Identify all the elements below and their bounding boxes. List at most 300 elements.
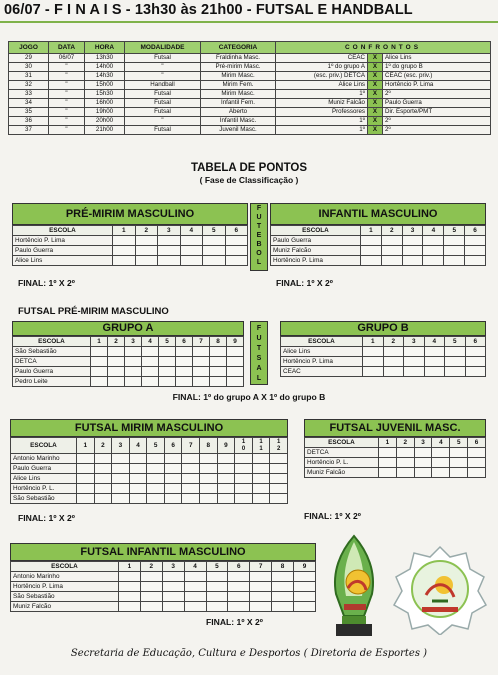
score-cell bbox=[125, 367, 142, 377]
schedule-cell-modalidade: Futsal bbox=[125, 126, 201, 135]
round-header: 4 bbox=[184, 562, 206, 572]
score-cell bbox=[235, 454, 253, 464]
round-header: 6 bbox=[164, 438, 182, 454]
round-header: 4 bbox=[424, 337, 445, 347]
schedule-cell-hora: 21h00 bbox=[85, 126, 125, 135]
score-cell bbox=[119, 582, 141, 592]
points-row bbox=[13, 347, 244, 357]
score-cell bbox=[361, 246, 382, 256]
points-row bbox=[13, 256, 248, 266]
schedule-cell-data: " bbox=[49, 99, 85, 108]
score-cell bbox=[125, 347, 142, 357]
score-cell bbox=[217, 464, 235, 474]
score-cell bbox=[94, 454, 112, 464]
score-cell bbox=[135, 256, 158, 266]
schedule-row bbox=[9, 72, 491, 81]
score-cell bbox=[182, 464, 200, 474]
score-cell bbox=[217, 454, 235, 464]
schedule-cell-a: 1º do grupo A bbox=[276, 63, 368, 72]
score-cell bbox=[164, 484, 182, 494]
score-cell bbox=[147, 454, 165, 464]
score-cell bbox=[227, 367, 244, 377]
score-cell bbox=[270, 484, 288, 494]
score-cell bbox=[450, 468, 468, 478]
schedule-cell-modalidade: Futsal bbox=[125, 99, 201, 108]
schedule-cell-hora: 14h00 bbox=[85, 63, 125, 72]
schedule-cell-x: X bbox=[368, 63, 383, 72]
schedule-cell-modalidade: Futsal bbox=[125, 108, 201, 117]
score-cell bbox=[200, 474, 218, 484]
score-cell bbox=[142, 357, 159, 367]
school-name: DETCA bbox=[305, 448, 379, 458]
score-cell bbox=[112, 484, 130, 494]
vertical-letter: S bbox=[256, 355, 262, 362]
juvenil-title: FUTSAL JUVENIL MASC. bbox=[304, 419, 486, 437]
score-cell bbox=[206, 582, 228, 592]
score-cell bbox=[203, 236, 226, 246]
infantil-futsal-title: FUTSAL INFANTIL MASCULINO bbox=[10, 543, 316, 561]
score-cell bbox=[147, 474, 165, 484]
score-cell bbox=[424, 367, 445, 377]
schedule-cell-b: 2º bbox=[383, 90, 491, 99]
schedule-cell-data: " bbox=[49, 63, 85, 72]
score-cell bbox=[176, 377, 193, 387]
score-cell bbox=[119, 592, 141, 602]
score-cell bbox=[468, 468, 486, 478]
score-cell bbox=[162, 572, 184, 582]
round-header: 3 bbox=[158, 226, 181, 236]
schedule-cell-data: " bbox=[49, 108, 85, 117]
schedule-cell-b: 2º bbox=[383, 126, 491, 135]
score-cell bbox=[125, 357, 142, 367]
round-header: 2 bbox=[396, 438, 414, 448]
score-cell bbox=[379, 458, 397, 468]
score-cell bbox=[193, 377, 210, 387]
score-cell bbox=[445, 367, 466, 377]
school-name: Hortêncio P. Lima bbox=[271, 256, 361, 266]
score-cell bbox=[182, 454, 200, 464]
schedule-cell-b: Hortêncio P. Lima bbox=[383, 81, 491, 90]
score-cell bbox=[113, 236, 136, 246]
score-cell bbox=[423, 246, 444, 256]
points-row bbox=[305, 448, 486, 458]
score-cell bbox=[468, 448, 486, 458]
points-row bbox=[11, 602, 316, 612]
escola-header: ESCOLA bbox=[281, 337, 363, 347]
col-hora: HORA bbox=[85, 42, 125, 54]
schedule-cell-b: 2º bbox=[383, 117, 491, 126]
points-row bbox=[13, 357, 244, 367]
vertical-letter: T bbox=[256, 223, 262, 230]
score-cell bbox=[363, 367, 384, 377]
school-name: Pedro Leite bbox=[13, 377, 91, 387]
school-name: Hortêncio P. L. bbox=[11, 484, 77, 494]
score-cell bbox=[182, 484, 200, 494]
vertical-letter: O bbox=[256, 250, 262, 257]
schedule-cell-b: Dir. Esporte/PMT bbox=[383, 108, 491, 117]
points-header-row bbox=[11, 438, 288, 454]
score-cell bbox=[94, 494, 112, 504]
schedule-cell-jogo: 36 bbox=[9, 117, 49, 126]
escola-header: ESCOLA bbox=[305, 438, 379, 448]
score-cell bbox=[180, 256, 203, 266]
score-cell bbox=[77, 484, 95, 494]
score-cell bbox=[465, 367, 486, 377]
schedule-cell-jogo: 35 bbox=[9, 108, 49, 117]
score-cell bbox=[227, 347, 244, 357]
score-cell bbox=[270, 494, 288, 504]
round-header: 5 bbox=[450, 438, 468, 448]
score-cell bbox=[270, 464, 288, 474]
school-name: São Sebastião bbox=[11, 494, 77, 504]
round-header: 5 bbox=[445, 337, 466, 347]
score-cell bbox=[184, 582, 206, 592]
score-cell bbox=[135, 246, 158, 256]
school-name: CEAC bbox=[281, 367, 363, 377]
school-name: Hortêncio P. L. bbox=[305, 458, 379, 468]
schedule-cell-categoria: Mirim Fem. bbox=[201, 81, 276, 90]
schedule-cell-x: X bbox=[368, 117, 383, 126]
score-cell bbox=[203, 256, 226, 266]
score-cell bbox=[379, 448, 397, 458]
score-cell bbox=[228, 582, 250, 592]
school-name: Hortêncio P. Lima bbox=[13, 236, 113, 246]
score-cell bbox=[381, 256, 402, 266]
score-cell bbox=[162, 582, 184, 592]
schedule-cell-categoria: Mirim Masc. bbox=[201, 72, 276, 81]
score-cell bbox=[217, 484, 235, 494]
schedule-row bbox=[9, 63, 491, 72]
school-name: Paulo Guerra bbox=[13, 367, 91, 377]
score-cell bbox=[465, 357, 486, 367]
score-cell bbox=[162, 602, 184, 612]
score-cell bbox=[228, 602, 250, 612]
points-row bbox=[11, 582, 316, 592]
points-row bbox=[11, 464, 288, 474]
schedule-cell-a: 1º bbox=[276, 90, 368, 99]
points-row bbox=[11, 592, 316, 602]
juvenil-final: FINAL: 1º X 2º bbox=[304, 511, 361, 521]
points-header-row bbox=[271, 226, 486, 236]
vertical-letter: U bbox=[256, 335, 262, 342]
score-cell bbox=[77, 474, 95, 484]
score-cell bbox=[252, 484, 270, 494]
score-cell bbox=[159, 377, 176, 387]
score-cell bbox=[210, 367, 227, 377]
schedule-row bbox=[9, 90, 491, 99]
school-name: Paulo Guerra bbox=[11, 464, 77, 474]
score-cell bbox=[363, 357, 384, 367]
score-cell bbox=[158, 256, 181, 266]
schedule-row bbox=[9, 99, 491, 108]
score-cell bbox=[164, 474, 182, 484]
tabela-subtitle: ( Fase de Classificação ) bbox=[199, 175, 299, 185]
score-cell bbox=[200, 484, 218, 494]
round-header: 3 bbox=[162, 562, 184, 572]
score-cell bbox=[200, 494, 218, 504]
score-cell bbox=[210, 377, 227, 387]
score-cell bbox=[210, 347, 227, 357]
schedule-cell-data: " bbox=[49, 72, 85, 81]
school-name: Muniz Falcão bbox=[305, 468, 379, 478]
score-cell bbox=[465, 246, 486, 256]
score-cell bbox=[113, 246, 136, 256]
score-cell bbox=[424, 347, 445, 357]
points-row bbox=[11, 484, 288, 494]
schedule-cell-b: CEAC (esc. priv.) bbox=[383, 72, 491, 81]
points-row bbox=[281, 347, 486, 357]
score-cell bbox=[112, 464, 130, 474]
schedule-cell-data: " bbox=[49, 117, 85, 126]
round-header: 2 bbox=[383, 337, 404, 347]
score-cell bbox=[159, 357, 176, 367]
points-row bbox=[281, 367, 486, 377]
score-cell bbox=[252, 464, 270, 474]
score-cell bbox=[140, 582, 162, 592]
score-cell bbox=[91, 367, 108, 377]
round-header: 8 bbox=[272, 562, 294, 572]
round-header: 8 bbox=[210, 337, 227, 347]
score-cell bbox=[225, 256, 248, 266]
footer-credit: Secretaria de Educação, Cultura e Desportos ( Diretoria de Esportes ) bbox=[70, 648, 428, 659]
score-cell bbox=[465, 347, 486, 357]
points-row bbox=[11, 454, 288, 464]
round-header: 7 bbox=[182, 438, 200, 454]
schedule-cell-a: (esc. priv.) DETCA bbox=[276, 72, 368, 81]
escola-header: ESCOLA bbox=[271, 226, 361, 236]
score-cell bbox=[140, 572, 162, 582]
pre-mirim-title: PRÉ-MIRIM MASCULINO bbox=[12, 203, 248, 225]
grupos-final: FINAL: 1º do grupo A X 1º do grupo B bbox=[172, 392, 326, 402]
points-header-row bbox=[13, 337, 244, 347]
score-cell bbox=[235, 484, 253, 494]
score-cell bbox=[112, 494, 130, 504]
schedule-cell-categoria: Pré-mirim Masc. bbox=[201, 63, 276, 72]
schedule-cell-hora: 14h30 bbox=[85, 72, 125, 81]
school-name: Muniz Falcão bbox=[271, 246, 361, 256]
score-cell bbox=[227, 377, 244, 387]
score-cell bbox=[445, 357, 466, 367]
round-header: 9 bbox=[294, 562, 316, 572]
score-cell bbox=[404, 367, 425, 377]
schedule-cell-a: 1º bbox=[276, 126, 368, 135]
score-cell bbox=[94, 474, 112, 484]
score-cell bbox=[235, 494, 253, 504]
score-cell bbox=[164, 454, 182, 464]
score-cell bbox=[94, 464, 112, 474]
points-row bbox=[13, 236, 248, 246]
points-header-row bbox=[281, 337, 486, 347]
round-header: 5 bbox=[203, 226, 226, 236]
vertical-letter: L bbox=[256, 375, 262, 382]
schedule-cell-data: 06/07 bbox=[49, 54, 85, 63]
score-cell bbox=[444, 256, 465, 266]
score-cell bbox=[91, 377, 108, 387]
score-cell bbox=[270, 474, 288, 484]
score-cell bbox=[404, 357, 425, 367]
schedule-cell-modalidade: " bbox=[125, 63, 201, 72]
schedule-cell-data: " bbox=[49, 81, 85, 90]
score-cell bbox=[465, 236, 486, 246]
score-cell bbox=[164, 494, 182, 504]
score-cell bbox=[361, 236, 382, 246]
vertical-letter: L bbox=[256, 259, 262, 266]
round-header: 5 bbox=[147, 438, 165, 454]
round-header: 9 bbox=[227, 337, 244, 347]
score-cell bbox=[252, 494, 270, 504]
schedule-cell-jogo: 33 bbox=[9, 90, 49, 99]
round-header: 6 bbox=[468, 438, 486, 448]
schedule-cell-b: 1º do grupo B bbox=[383, 63, 491, 72]
schedule-row bbox=[9, 54, 491, 63]
vertical-letter: A bbox=[256, 365, 262, 372]
score-cell bbox=[203, 246, 226, 256]
escola-header: ESCOLA bbox=[13, 226, 113, 236]
score-cell bbox=[159, 367, 176, 377]
score-cell bbox=[77, 454, 95, 464]
score-cell bbox=[450, 448, 468, 458]
col-categoria: CATEGORIA bbox=[201, 42, 276, 54]
score-cell bbox=[112, 474, 130, 484]
round-header: 1 bbox=[379, 438, 397, 448]
round-header: 1 bbox=[119, 562, 141, 572]
score-cell bbox=[193, 347, 210, 357]
schedule-cell-hora: 13h30 bbox=[85, 54, 125, 63]
score-cell bbox=[270, 454, 288, 464]
score-cell bbox=[147, 484, 165, 494]
escola-header: ESCOLA bbox=[11, 562, 119, 572]
schedule-cell-b: Paulo Guerra bbox=[383, 99, 491, 108]
round-header: 2 bbox=[135, 226, 158, 236]
score-cell bbox=[119, 602, 141, 612]
score-cell bbox=[423, 236, 444, 246]
score-cell bbox=[396, 448, 414, 458]
col-data: DATA bbox=[49, 42, 85, 54]
score-cell bbox=[424, 357, 445, 367]
infantil-futsal-table bbox=[10, 561, 316, 612]
score-cell bbox=[210, 357, 227, 367]
score-cell bbox=[142, 347, 159, 357]
points-row bbox=[305, 468, 486, 478]
score-cell bbox=[404, 347, 425, 357]
infantil-title: INFANTIL MASCULINO bbox=[270, 203, 486, 225]
score-cell bbox=[250, 592, 272, 602]
score-cell bbox=[77, 494, 95, 504]
futsal-vertical-label bbox=[250, 321, 268, 385]
score-cell bbox=[225, 246, 248, 256]
score-cell bbox=[113, 256, 136, 266]
points-row bbox=[13, 246, 248, 256]
score-cell bbox=[252, 454, 270, 464]
schedule-cell-a: Professores bbox=[276, 108, 368, 117]
school-name: Muniz Falcão bbox=[11, 602, 119, 612]
vertical-letter: F bbox=[256, 205, 262, 212]
schedule-cell-b: Alice Lins bbox=[383, 54, 491, 63]
school-name: Antonio Marinho bbox=[11, 572, 119, 582]
juvenil-table bbox=[304, 437, 486, 478]
score-cell bbox=[383, 357, 404, 367]
round-header: 1 bbox=[361, 226, 382, 236]
school-name: São Sebastião bbox=[11, 592, 119, 602]
score-cell bbox=[200, 454, 218, 464]
event-logo-icon bbox=[392, 545, 488, 635]
score-cell bbox=[108, 377, 125, 387]
score-cell bbox=[193, 367, 210, 377]
round-header: 6 bbox=[465, 337, 486, 347]
score-cell bbox=[182, 494, 200, 504]
score-cell bbox=[402, 236, 423, 246]
escola-header: ESCOLA bbox=[11, 438, 77, 454]
score-cell bbox=[206, 572, 228, 582]
score-cell bbox=[450, 458, 468, 468]
round-header: 7 bbox=[193, 337, 210, 347]
school-name: Paulo Guerra bbox=[271, 236, 361, 246]
score-cell bbox=[129, 464, 147, 474]
schedule-cell-categoria: Mirim Masc. bbox=[201, 90, 276, 99]
score-cell bbox=[252, 474, 270, 484]
vertical-letter: T bbox=[256, 345, 262, 352]
round-header: 4 bbox=[423, 226, 444, 236]
score-cell bbox=[294, 582, 316, 592]
round-header: 1 0 bbox=[235, 438, 253, 454]
score-cell bbox=[91, 347, 108, 357]
score-cell bbox=[294, 602, 316, 612]
points-row bbox=[271, 236, 486, 246]
round-header: 2 bbox=[94, 438, 112, 454]
score-cell bbox=[414, 448, 432, 458]
score-cell bbox=[396, 468, 414, 478]
schedule-cell-categoria: Fraldinha Masc. bbox=[201, 54, 276, 63]
schedule-row bbox=[9, 81, 491, 90]
score-cell bbox=[129, 474, 147, 484]
score-cell bbox=[272, 582, 294, 592]
grupo-a-title: GRUPO A bbox=[12, 321, 244, 336]
col-confrontos: CONFRONTOS bbox=[276, 42, 491, 54]
school-name: DETCA bbox=[13, 357, 91, 367]
col-jogo: JOGO bbox=[9, 42, 49, 54]
score-cell bbox=[217, 474, 235, 484]
score-cell bbox=[184, 572, 206, 582]
schedule-cell-hora: 16h00 bbox=[85, 99, 125, 108]
grupo-b-table bbox=[280, 336, 486, 377]
score-cell bbox=[182, 474, 200, 484]
schedule-cell-x: X bbox=[368, 54, 383, 63]
score-cell bbox=[184, 592, 206, 602]
score-cell bbox=[140, 602, 162, 612]
score-cell bbox=[465, 256, 486, 266]
score-cell bbox=[363, 347, 384, 357]
round-header: 3 bbox=[125, 337, 142, 347]
vertical-letter: F bbox=[256, 325, 262, 332]
infantil-final: FINAL: 1º X 2º bbox=[276, 278, 333, 288]
score-cell bbox=[159, 347, 176, 357]
schedule-cell-a: Alice Lins bbox=[276, 81, 368, 90]
schedule-cell-x: X bbox=[368, 99, 383, 108]
round-header: 8 bbox=[200, 438, 218, 454]
infantil-table bbox=[270, 225, 486, 266]
schedule-row bbox=[9, 117, 491, 126]
score-cell bbox=[184, 602, 206, 612]
score-cell bbox=[129, 454, 147, 464]
round-header: 3 bbox=[112, 438, 130, 454]
score-cell bbox=[444, 246, 465, 256]
round-header: 5 bbox=[444, 226, 465, 236]
schedule-cell-a: Muniz Falcão bbox=[276, 99, 368, 108]
score-cell bbox=[294, 592, 316, 602]
score-cell bbox=[147, 464, 165, 474]
round-header: 3 bbox=[404, 337, 425, 347]
schedule-row bbox=[9, 108, 491, 117]
